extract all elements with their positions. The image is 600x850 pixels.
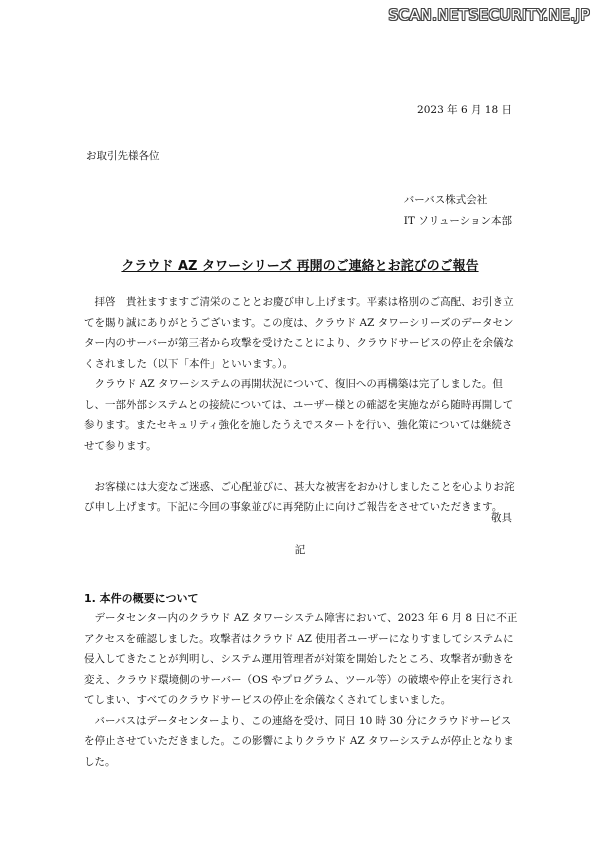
recipient-line: お取引先様各位 [86, 150, 160, 162]
closing-word: 敬具 [491, 512, 512, 524]
section-1-title: 1. 本件の概要について [84, 592, 199, 605]
section-paragraph: バーバスはデータセンターより、この連絡を受け、同日 10 時 30 分にクラウドサービスを停止させていただきました。この影響によりクラウド AZ タワーシステムが停止となりました。 [84, 714, 514, 768]
blank-line [84, 456, 520, 477]
body-paragraph: 拝啓 貴社ますますご清栄のこととお慶び申し上げます。平素は格別のご高配、お引き立てを賜り誠にありがとうございます。この度は、クラウド AZ タワーシリーズのデータセンター内のサーバーが第三者から攻撃を受けたことにより、クラウドサービスの停止を余儀なくされました（以下「本件」といいます。）。 [84, 296, 514, 370]
section-paragraph: データセンター内のクラウド AZ タワーシステム障害において、2023 年 6 月 8 日に不正アクセスを確認しました。攻撃者はクラウド AZ 使用者ユーザーになりすましてシステムに侵入してきたことが判明し、システム運用管理者が対策を開始したところ、攻撃者が動きを変え、クラウド環境側のサーバー（OS やプログラム、ツール等）の破壊や停止を実行されてしまい、すべてのクラウドサービスの停止を余儀なくされてしまいました。 [84, 612, 518, 706]
body-paragraph: お客様には大変なご迷惑、ご心配並びに、甚大な被害をおかけしましたことを心よりお詫び申し上げます。下記に今回の事象並びに再発防止に向けご報告をさせていただきます。 [84, 480, 515, 513]
sender-department: IT ソリューション本部 [403, 215, 512, 227]
site-watermark: SCAN.NETSECURITY.NE.JP [388, 6, 590, 24]
sender-company: バーバス株式会社 [403, 194, 488, 206]
sender-block [404, 190, 512, 232]
body-paragraph: クラウド AZ タワーシステムの再開状況について、復旧への再構築は完了しました。但し、一部外部システムとの接続については、ユーザー様との確認を実施ながら随時再開して参ります。またセキュリティ強化を施したうえでスタートを行い、強化策については継続させて参ります。 [84, 378, 514, 452]
document-date: 2023 年 6 月 18 日 [417, 104, 512, 116]
document-title: クラウド AZ タワーシリーズ 再開のご連絡とお詫びのご報告 [121, 259, 479, 274]
ki-heading: 記 [294, 544, 306, 556]
letter-body [84, 292, 520, 518]
section-1-body [84, 608, 520, 772]
